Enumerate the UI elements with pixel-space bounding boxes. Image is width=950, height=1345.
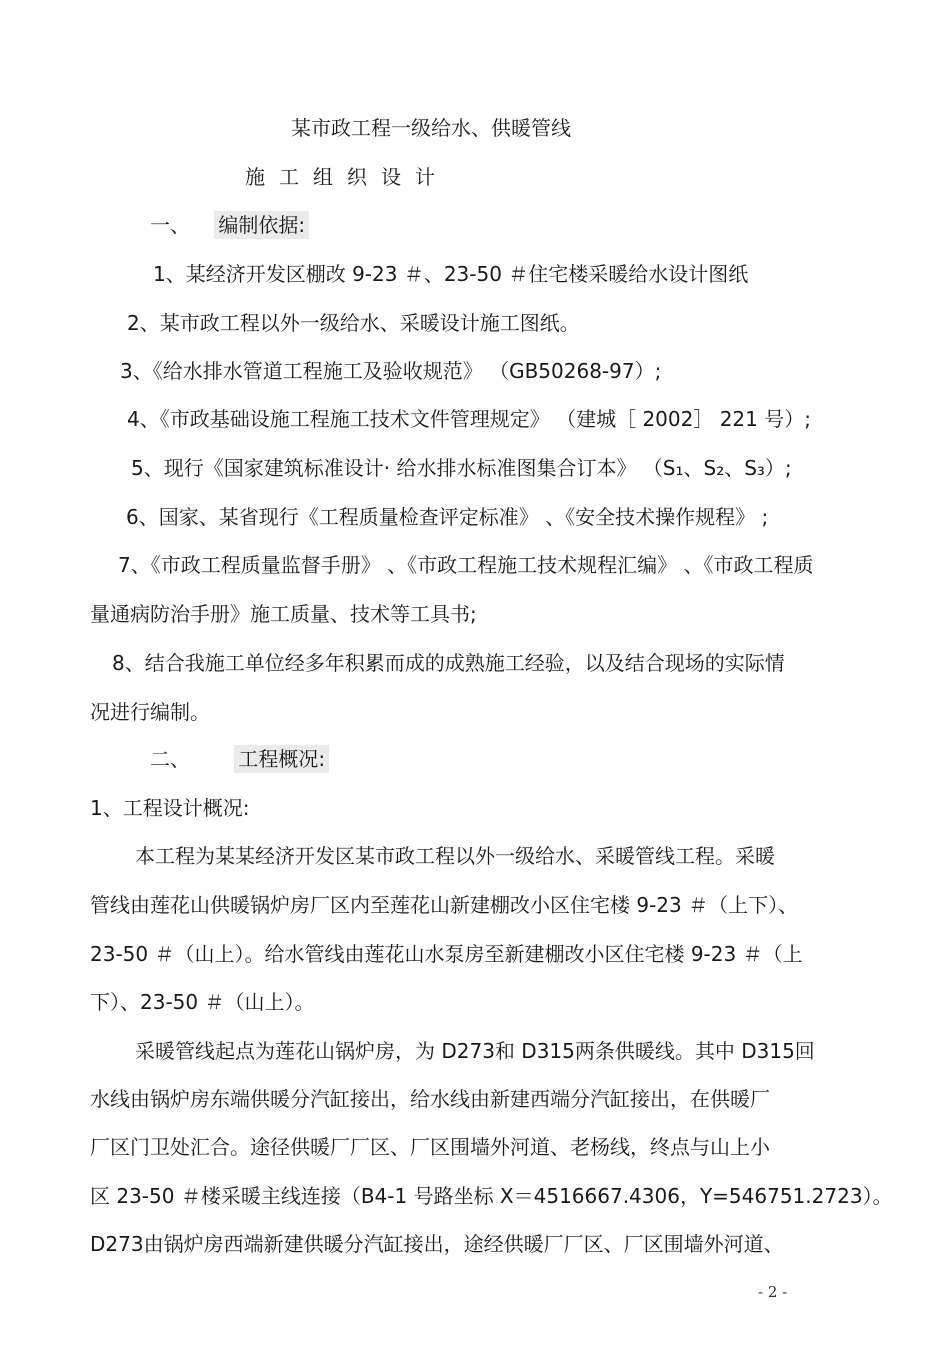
basis-item-continuation: 况进行编制。 <box>90 700 210 724</box>
basis-item: 3、《给水排水管道工程施工及验收规范》 （GB50268-97）; <box>120 359 662 383</box>
basis-item: 6、国家、某省现行《工程质量检查评定标准》 、《安全技术操作规程》 ; <box>126 505 769 529</box>
section-heading-overview <box>150 746 329 772</box>
section-number: 二、 <box>150 747 190 771</box>
paragraph-line: 23-50 ＃（山上）。给水管线由莲花山水泵房至新建棚改小区住宅楼 9-23 ＃（上 <box>90 942 803 966</box>
paragraph-line: 本工程为某某经济开发区某市政工程以外一级给水、采暖管线工程。采暖 <box>135 844 775 868</box>
document-subtitle: 施工组织设计 <box>245 165 449 189</box>
basis-item-continuation: 量通病防治手册》施工质量、技术等工具书; <box>90 602 477 626</box>
basis-item: 7、《市政工程质量监督手册》 、《市政工程施工技术规程汇编》 、《市政工程质 <box>118 553 814 577</box>
paragraph-line: 区 23-50 ＃楼采暖主线连接（B4-1 号路坐标 X＝4516667.4306，Y=546751.2723）。 <box>90 1184 893 1208</box>
subsection-heading: 1、工程设计概况: <box>90 796 250 820</box>
paragraph-line: 厂区门卫处汇合。途径供暖厂厂区、厂区围墙外河道、老杨线，终点与山上小 <box>90 1135 770 1159</box>
section-title: 工程概况: <box>234 745 329 773</box>
basis-item: 1、某经济开发区棚改 9-23 ＃、23-50 ＃住宅楼采暖给水设计图纸 <box>153 262 749 286</box>
page-number: - 2 - <box>758 1283 788 1301</box>
section-title: 编制依据: <box>214 211 309 239</box>
document-title: 某市政工程一级给水、供暖管线 <box>291 116 571 140</box>
section-heading-basis <box>150 212 309 238</box>
basis-item: 8、结合我施工单位经多年积累而成的成熟施工经验，以及结合现场的实际情 <box>112 651 785 675</box>
section-number: 一、 <box>150 213 190 237</box>
paragraph-line: 水线由锅炉房东端供暖分汽缸接出，给水线由新建西端分汽缸接出，在供暖厂 <box>90 1087 770 1111</box>
basis-item: 4、《市政基础设施工程施工技术文件管理规定》 （建城［ 2002］ 221 号）; <box>127 407 811 431</box>
basis-item: 2、某市政工程以外一级给水、采暖设计施工图纸。 <box>127 311 580 335</box>
paragraph-line: D273由锅炉房西端新建供暖分汽缸接出，途经供暖厂厂区、厂区围墙外河道、 <box>90 1232 784 1256</box>
paragraph-line: 管线由莲花山供暖锅炉房厂区内至莲花山新建棚改小区住宅楼 9-23 ＃（上下）、 <box>90 893 799 917</box>
paragraph-line: 下）、23-50 ＃（山上）。 <box>90 990 315 1014</box>
paragraph-line: 采暖管线起点为莲花山锅炉房，为 D273和 D315两条供暖线。其中 D315回 <box>135 1039 815 1063</box>
basis-item: 5、现行《国家建筑标准设计· 给水排水标准图集合订本》 （S₁、S₂、S₃）; <box>131 456 792 480</box>
